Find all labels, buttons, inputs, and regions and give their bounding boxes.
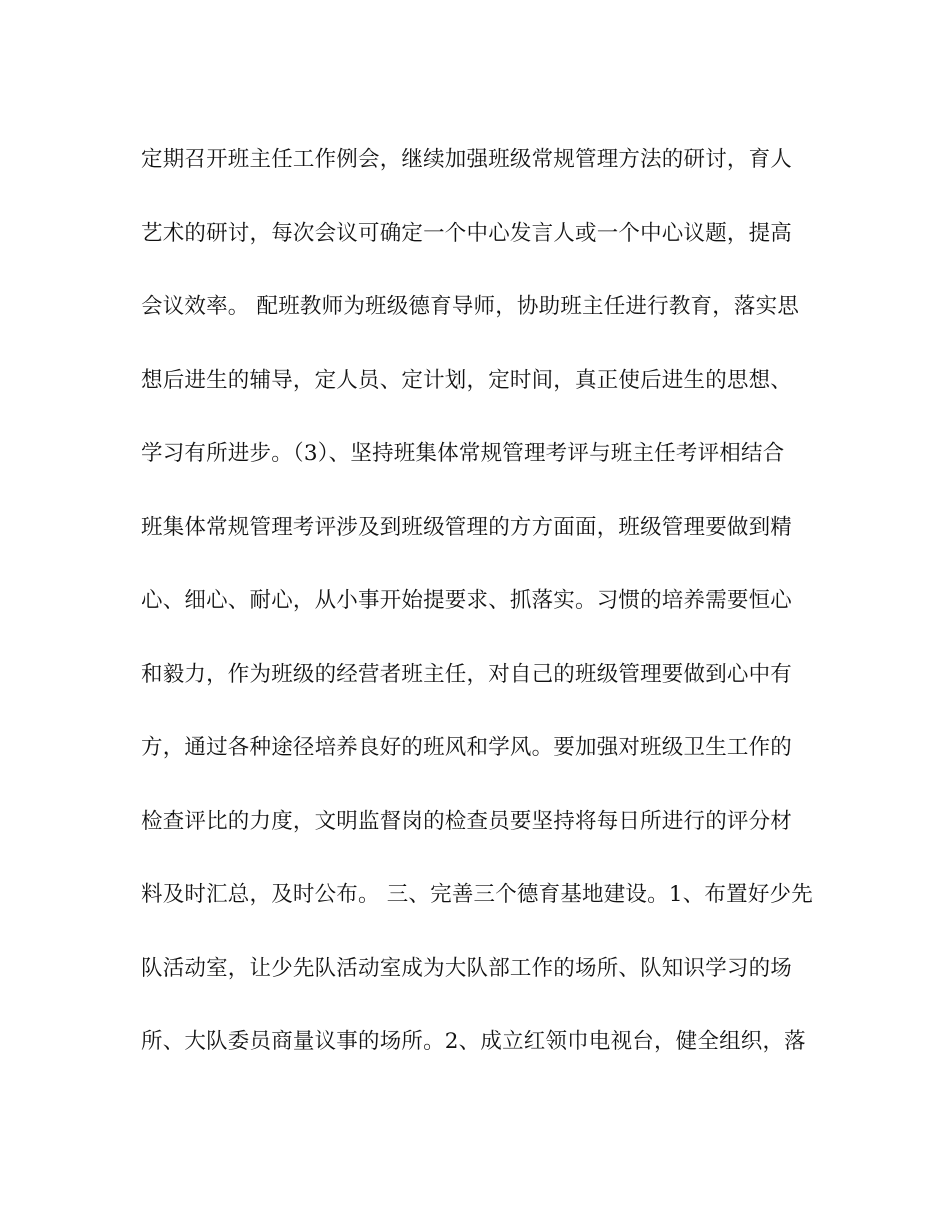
text-line: 班集体常规管理考评涉及到班级管理的方方面面，班级管理要做到精 (141, 514, 793, 540)
text-line: 心、细心、耐心，从小事开始提要求、抓落实。习惯的培养需要恒心 (141, 588, 793, 613)
text-line: 检查评比的力度，文明监督岗的检查员要坚持将每日所进行的评分材 (141, 808, 793, 834)
text-line: 定期召开班主任工作例会，继续加强班级常规管理方法的研讨，育人 (141, 147, 793, 172)
text-line: 方，通过各种途径培养良好的班风和学风。要加强对班级卫生工作的 (141, 735, 793, 760)
text-line: 想后进生的辅导，定人员、定计划，定时间，真正使后进生的思想、 (141, 367, 793, 393)
text-line: 会议效率。 配班教师为班级德育导师，协助班主任进行教育，落实思 (141, 294, 800, 319)
text-line: 队活动室，让少先队活动室成为大队部工作的场所、队知识学习的场 (141, 955, 793, 981)
text-line: 学习有所进步。（3）、坚持班集体常规管理考评与班主任考评相结合 (141, 441, 785, 466)
text-line: 艺术的研讨，每次会议可确定一个中心发言人或一个中心议题，提高 (141, 220, 793, 246)
text-line: 料及时汇总，及时公布。 三、完善三个德育基地建设。1、布置好少先 (141, 882, 813, 907)
text-line: 所、大队委员商量议事的场所。2、成立红领巾电视台，健全组织，落 (141, 1029, 806, 1054)
body-text (141, 138, 821, 1094)
text-line: 和毅力，作为班级的经营者班主任，对自己的班级管理要做到心中有 (141, 661, 793, 687)
